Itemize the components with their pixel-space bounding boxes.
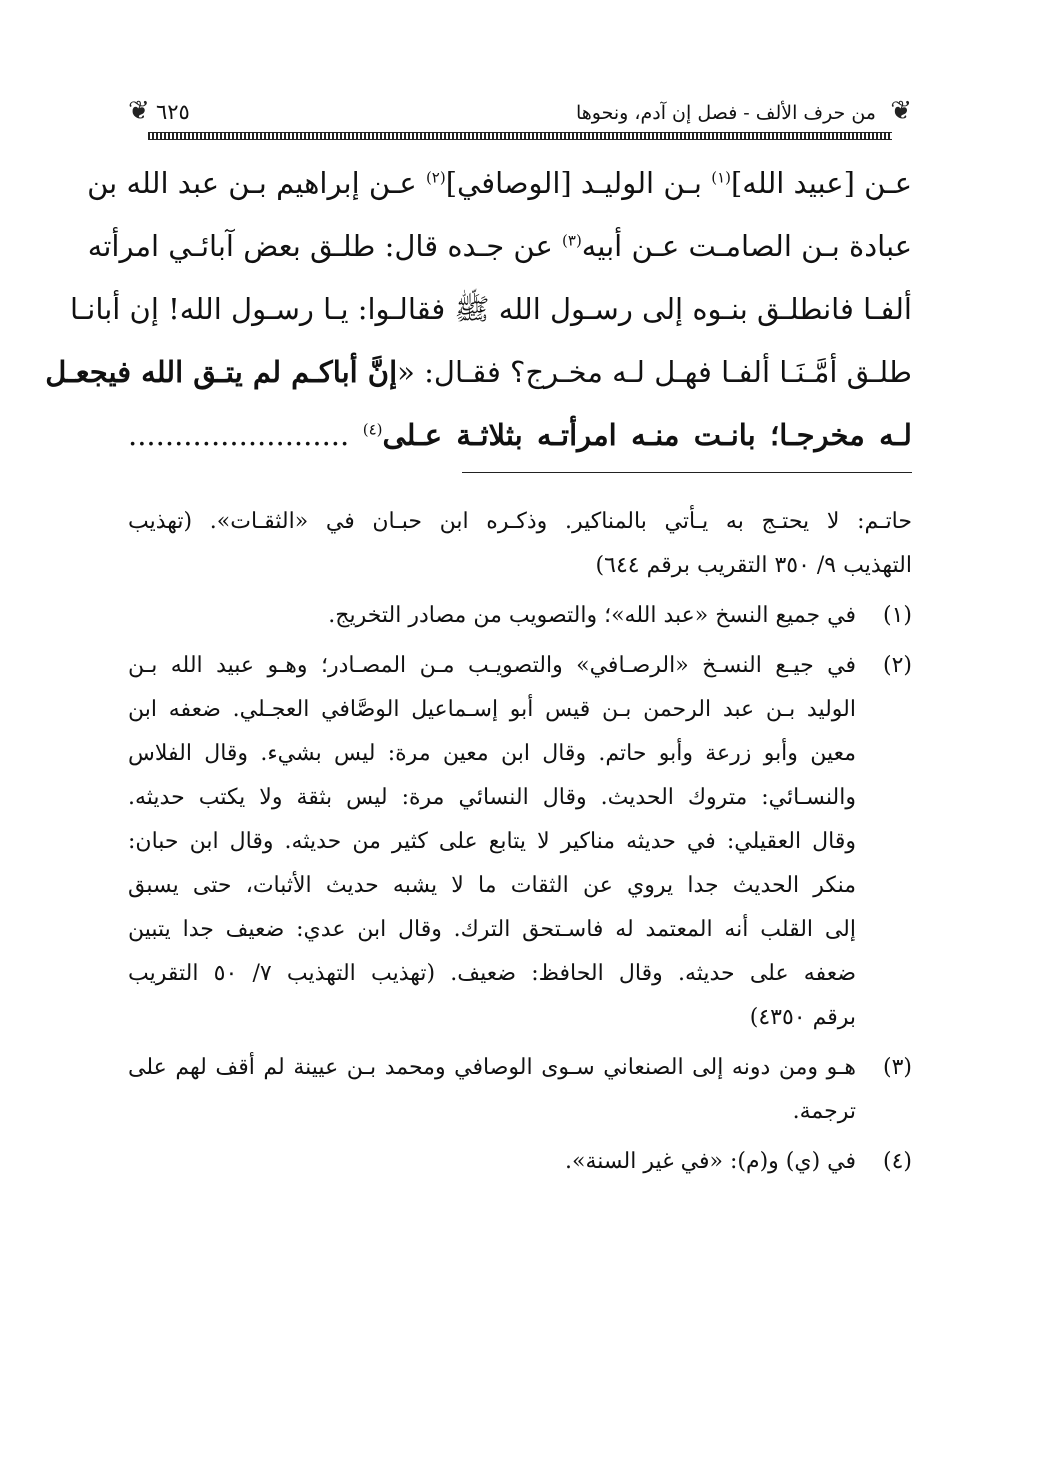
- footnote-3: [128, 1046, 912, 1134]
- footnotes: [128, 500, 912, 1184]
- footnote-line: منكر الحديث جدا يروي عن الثقات ما لا يشبه حديث الأثبات، حتى يسبق: [128, 873, 856, 898]
- footnote-number: (١): [882, 603, 912, 628]
- footnote-line: وقال العقيلي: في حديثه مناكير لا يتابع على كثير من حديثه. وقال ابن حبان:: [128, 829, 856, 854]
- ornament-left-icon: ❦: [128, 96, 150, 126]
- footnote-line: هـو ومن دونه إلى الصنعاني سـوى الوصافي ومحمد بـن عيينة لم أقف لهم على: [128, 1055, 856, 1080]
- main-line-2: عبادة بـن الصامـت عـن أبيه$^{(٣)}$ عن جـده قال: طلـق بعض آبائـي امرأته: [87, 229, 912, 263]
- footnote-continuation: [128, 500, 912, 588]
- footnote-separator: [462, 472, 912, 473]
- continuation-line-1: حاتـم: لا يحتـج به يـأتي بالمناكير. وذكـره ابن حبـان في «الثقـات». (تهذيب: [128, 509, 912, 534]
- footnote-line: ضعفه على حديثه. وقال الحافظ: ضعيف. (تهذيب التهذيب ٧/ ٥٠ التقريب: [128, 961, 857, 986]
- footnote-line: الوليد بـن عبد الرحمن بـن قيس أبو إسـماعيل الوصَّافي العجـلي. ضعفه ابن: [128, 697, 856, 722]
- hadith-text: إنَّ أباكـم لم يتـق الله فيجعـل: [45, 355, 398, 389]
- main-line-5: لـه مخرجـا؛ بانـت منـه امرأتـه بثلاثـة عـلى$^{(٤)}$ ........................: [128, 418, 912, 452]
- ornament-right-icon: ❦: [890, 96, 912, 126]
- footnote-ref-2[interactable]: (٢): [425, 168, 446, 187]
- footnote-line: في (ي) و(م): «في غير السنة».: [565, 1149, 856, 1174]
- main-line-4: طلـق أمَّـنَـا ألفـا فهـل لـه مخـرج؟ فقـال: «إنَّ أباكـم لم يتـق الله فيجعـل: [45, 355, 912, 389]
- footnote-number: (٢): [882, 653, 912, 678]
- footnote-line: والنسـائي: متروك الحديث. وقال النسائي مرة: ليس بثقة ولا يكتب حديثه.: [128, 785, 856, 810]
- continuation-line-2: التهذيب ٩/ ٣٥٠ التقريب برقم ٦٤٤): [595, 553, 912, 578]
- page-header: [128, 96, 912, 138]
- footnote-2: [128, 644, 912, 1040]
- footnote-line: في جيـع النسـخ «الرصـافي» والتصويـب مـن المصـادر؛ وهـو عبيد الله بـن: [128, 653, 856, 678]
- main-line-3: ألفـا فانطلـق بنـوه إلى رسـول الله ﷺ فقالـوا: يـا رسـول الله! إن أبانـا: [69, 292, 912, 326]
- hadith-text-cont: لـه مخرجـا؛ بانـت منـه امرأتـه بثلاثـة عـلى: [382, 418, 912, 452]
- footnote-line: إلى القلب أنه المعتمد له فاسـتحق الترك. وقال ابن عدي: ضعيف جدا يتبين: [128, 917, 856, 942]
- footnote-line: في جميع النسخ «عبد الله»؛ والتصويب من مصادر التخريج.: [328, 603, 856, 628]
- footnote-1: [128, 594, 912, 638]
- footnote-line: ترجمة.: [792, 1099, 856, 1124]
- footnote-number: (٣): [882, 1055, 912, 1080]
- main-text: [45, 152, 912, 467]
- footnote-4: [128, 1140, 912, 1184]
- running-title: من حرف الألف - فصل إن آدم، ونحوها: [575, 102, 876, 124]
- footnote-ref-4[interactable]: (٤): [362, 420, 383, 439]
- footnote-ref-3[interactable]: (٣): [562, 231, 582, 250]
- main-line-1: عـن [عبيد الله]$^{(١)}$ بـن الوليـد [الوصافي]$^{(٢)}$ عـن إبراهيم بـن عبد الله بن: [87, 166, 912, 200]
- footnote-line: معين وأبو زرعة وأبو حاتم. وقال ابن معين مرة: ليس بشيء. وقال الفلاس: [128, 741, 856, 766]
- footnote-number: (٤): [882, 1149, 912, 1174]
- footnote-ref-1[interactable]: (١): [711, 168, 731, 187]
- header-rule: [148, 132, 892, 140]
- page-number: ٦٢٥: [156, 100, 190, 124]
- footnote-line: برقم ٤٣٥٠): [749, 1005, 856, 1030]
